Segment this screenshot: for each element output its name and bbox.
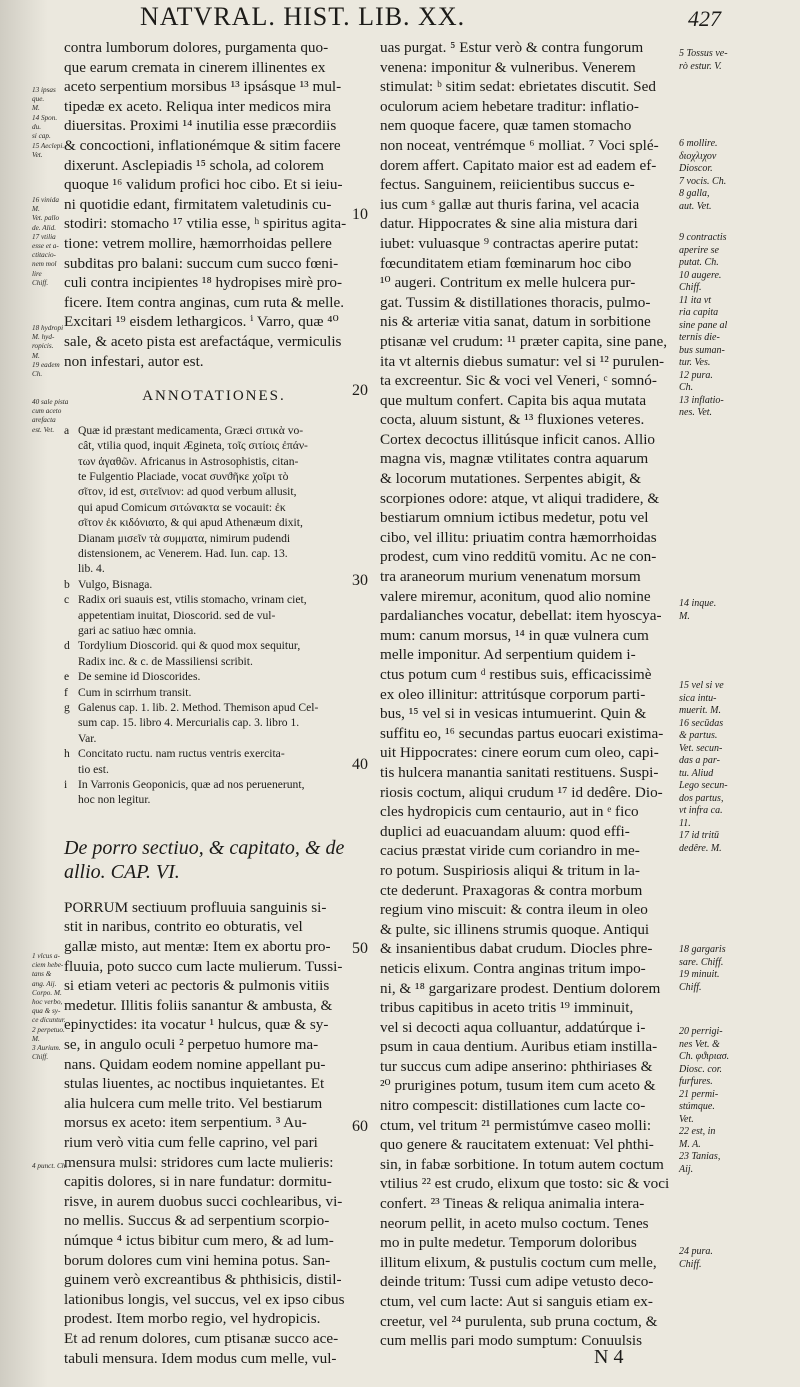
- annotation-h: [64, 746, 364, 761]
- signature-mark: N 4: [594, 1346, 624, 1368]
- annotation-line: [64, 561, 364, 576]
- annotations-heading: ANNOTATIONES.: [142, 388, 286, 405]
- text-line: suffitu eo, ¹⁶ secundas partus euocari existima-: [380, 724, 664, 742]
- text-line: ficere. Item contra anginas, cum ruta & melle.: [64, 293, 345, 311]
- annotations-list: [64, 423, 364, 808]
- text-line: subditas pro balani: succum cum succo fœni-: [64, 254, 339, 272]
- text-line: non infestari, autor est.: [64, 352, 204, 370]
- text-line: sale, & aceto pista est arefactáque, vermiculis: [64, 332, 342, 350]
- annotation-text: Cum in scirrhum transit.: [78, 685, 192, 699]
- text-line: psum in caua dentium. Auribus etiam instilla-: [380, 1038, 658, 1056]
- line-number: 60: [352, 1118, 368, 1135]
- text-line: neorum pellit, in aceto mulso coctum. Tenes: [380, 1214, 649, 1232]
- text-line: cles hydropicis cum centaurio, aut in ᵉ fico: [380, 803, 639, 821]
- running-header: NATVRAL. HIST. LIB. XX.: [140, 2, 466, 31]
- annotation-text: των ἀγαθῶν. Africanus in Astrosophistis, citan-: [78, 454, 299, 468]
- text-line: tur succus cum adipe anserino: phthiriases &: [380, 1057, 653, 1075]
- annotation-text: sum cap. 15. libro 4. Mercurialis cap. 3. libro 1.: [78, 716, 300, 730]
- text-line: ptisanæ vel crudum: ¹¹ præter capita, sine pane,: [380, 332, 668, 350]
- annotation-text: gari ac satiuo hæc omnia.: [78, 623, 197, 637]
- text-line: nem quoque facere, quæ tamen stomacho: [380, 117, 632, 135]
- margin-note-left: 4 punct. Ch.: [32, 1162, 68, 1170]
- text-line: stodiri: stomacho ¹⁷ vtilia esse, ʰ spiritus agita-: [64, 215, 347, 233]
- annotation-i: [64, 777, 364, 792]
- page-number: 427: [688, 6, 721, 31]
- annotation-text: Radix ori suauis est, vtilis stomacho, vrinam ciet,: [78, 593, 307, 607]
- annotation-text: te Fulgentio Placiade, vocat συνϑῆκε χοῖρι τὸ: [78, 469, 289, 483]
- text-line: melle imponitur. Ad serpentium quidem i-: [380, 646, 636, 664]
- text-line: riosis coctum, aliqui crudum ¹⁷ id dedêre. Dio-: [380, 783, 663, 801]
- text-line: creetur, vel ²⁴ purulenta, sub pruna coctum, &: [380, 1312, 658, 1330]
- text-line: morsus ex aceto: item serpentium. ³ Au-: [64, 1114, 307, 1132]
- margin-note-left: 13 ipsas que. M.: [32, 86, 56, 113]
- margin-note-right: 6 mollire. διοχλιχον Dioscor. 7 vocis. Ch. 8 galla, aut. Vet.: [679, 138, 727, 212]
- chapter-title-line: allio. CAP. VI.: [64, 860, 180, 883]
- text-line: númque ⁴ ictus bibitur cum mero, & ad lum-: [64, 1231, 334, 1249]
- left-column: [64, 38, 364, 1368]
- text-line: contra lumborum dolores, purgamenta quo-: [64, 39, 329, 56]
- text-line: cibo, vel illitu: priuatim contra hæmorrhoidas: [380, 528, 657, 546]
- annotation-line: [64, 762, 364, 777]
- margin-note-left: 1 vlcus a- ciem hebe- tans & ang. Aij. Corpo. M. hoc verbo, qua & sy- ce dicuntur. 2 perpetuo. M. 3 Aurium. Chiff.: [32, 952, 66, 1062]
- text-line: venena: imponitur & vulneribus. Venerem: [380, 58, 636, 76]
- margin-note-left: 40 sale pista cum aceto arefacta est. Vet.: [32, 398, 69, 434]
- text-line: cum mellis pari modo sumptum: Conuulsis: [380, 1332, 642, 1350]
- annotation-line: [64, 531, 364, 546]
- annotation-text: distensionem, ac Venerem. Had. Iun. cap. 13.: [78, 546, 288, 560]
- text-line: no mellis. Succus & ad serpentium scorpio-: [64, 1212, 330, 1230]
- text-line: neticis elixum. Contra anginas tritum impo-: [380, 959, 646, 977]
- annotation-line: [64, 654, 364, 669]
- annotation-text: tio est.: [78, 762, 109, 776]
- text-line: gallæ misto, aut mentæ: Item ex abortu pro-: [64, 938, 331, 956]
- text-line: ni, & ¹⁸ gargarizare prodest. Dentium dolorem: [380, 979, 661, 997]
- text-line: tra araneorum murium venenatum morsum: [380, 568, 641, 586]
- annotation-key: e: [64, 670, 70, 684]
- annotation-key: i: [64, 778, 68, 792]
- text-line: mensura mulsi: stridores cum lacte mulieris:: [64, 1153, 334, 1171]
- text-line: datur. Hippocrates & sine alia mistura dari: [380, 215, 638, 233]
- text-line: fœcunditatem etiam fœminarum hoc cibo: [380, 254, 632, 272]
- text-line: tribus capitibus in aceto tritis ¹⁹ imminuit,: [380, 999, 634, 1017]
- text-line: vtilius ²² est crudo, elixum que tosto: sic & voci: [380, 1175, 670, 1193]
- annotation-line: [64, 484, 364, 499]
- text-line: oculorum aciem hebetare traditur: inflatio-: [380, 97, 639, 115]
- margin-note-right: 20 perrigi- nes Vet. & Ch. φϑιριασ. Diosc. cor. furfures. 21 permi- stúmque. Vet. 22 est, in M. A. 23 Tanias, Aij.: [679, 1026, 730, 1175]
- text-line: quoque ¹⁶ validum profici hoc cibo. Et si ieiu-: [64, 176, 343, 194]
- margin-note-left: 14 Spon. du. si cap. 15 Aeclepi. Vet.: [32, 114, 65, 159]
- annotation-text: σῖτον ἐκ κιδόνιατο, & qui apud Athenæum dixit,: [78, 516, 303, 530]
- chapter-title: [64, 836, 364, 884]
- margin-note-right: 24 pura. Chiff.: [679, 1246, 713, 1270]
- annotation-line: [64, 454, 364, 469]
- text-line: sin, in fabæ sorbitione. In totum autem coctum: [380, 1155, 664, 1173]
- margin-note-right: 9 contractis aperire se putat. Ch. 10 augere. Chiff. 11 ita vt ria capita sine pane al ternis die- bus suman- tur. Ves. 12 pura. Ch. 13 inflatio- nes. Vet.: [679, 232, 728, 418]
- annotation-text: Var.: [78, 731, 97, 745]
- text-line: cacius præstat viride cum coriandro in me-: [380, 842, 640, 860]
- text-line: non noceat, ventrémque ⁶ molliat. ⁷ Voci splé-: [380, 136, 659, 154]
- line-number: 30: [352, 572, 368, 589]
- text-line: & insanientibus dabat crudum. Diocles phre-: [380, 940, 653, 958]
- text-line: cte dederunt. Praxagoras & contra morbum: [380, 881, 643, 899]
- text-line: valere miremur, aconitum, quod alio nomine: [380, 587, 651, 605]
- annotation-line: [64, 715, 364, 730]
- text-line: vel si decocti aqua colluantur, addatúrque i-: [380, 1018, 646, 1036]
- margin-note-right: 18 gargaris sare. Chiff. 19 minuit. Chiff.: [679, 944, 726, 993]
- annotation-key: d: [64, 639, 70, 653]
- margin-note-left: 16 vinida M. Vet. pallo de. Alid. 17 vtilia esse et a- ctitacio- nem mol lire Chiff.: [32, 196, 60, 287]
- text-line: stimulat: ᵇ sitim sedat: ebrietates discutit. Sed: [380, 78, 656, 96]
- text-line: mum: canum morsus, ¹⁴ in quæ vulnera cum: [380, 626, 649, 644]
- text-line: deinde tritum: Tussi cum adipe vetusto deco-: [380, 1273, 654, 1291]
- annotation-line: [64, 546, 364, 561]
- annotation-line: [64, 731, 364, 746]
- annotation-text: Galenus cap. 1. lib. 2. Method. Themison apud Cel-: [78, 701, 319, 714]
- text-line: & pulte, sic illinens strumis quoque. Antiqui: [380, 920, 650, 938]
- annotation-text: Quæ id præstant medicamenta, Græci σιτικὰ vo-: [78, 423, 304, 437]
- line-number: 50: [352, 940, 368, 957]
- annotation-text: De semine id Dioscorides.: [78, 670, 201, 684]
- annotation-line: [64, 500, 364, 515]
- text-line: rium verò vitia cum felle caprino, vel pari: [64, 1133, 318, 1151]
- text-line: prodest, cum vino redditū vomitu. Ac ne con-: [380, 548, 657, 566]
- annotation-text: lib. 4.: [78, 562, 105, 576]
- text-line: tis hulcera manantia sanitati restituens. Suspi-: [380, 763, 659, 781]
- annotation-line: [64, 515, 364, 530]
- text-line: ita vt alternis diebus sumatur: vel si ¹² purulen-: [380, 352, 665, 370]
- annotation-text: Dianam μισεῖν τὰ συμματα, nimirum pudendi: [78, 531, 291, 545]
- text-line: Cortex decoctus illitúsque inficit canos. Allio: [380, 430, 656, 448]
- annotation-key: a: [64, 423, 70, 437]
- text-line: ²⁰ prurigines potum, tusum item cum aceto &: [380, 1077, 656, 1095]
- annotation-text: Radix inc. & c. de Massiliensi scribit.: [78, 654, 253, 668]
- text-line: risve, in aurem duobus succi cochlearibus, vi-: [64, 1192, 343, 1210]
- annotation-key: b: [64, 577, 70, 591]
- annotation-key: c: [64, 593, 70, 607]
- text-line: bestiarum omnium ictibus medetur, potu vel: [380, 509, 649, 527]
- annotation-e: [64, 669, 364, 684]
- text-line: aceto serpentium morsibus ¹³ ipsásque ¹³ mul-: [64, 78, 342, 96]
- text-line: ni quotidie edant, firmitatem valetudinis cu-: [64, 195, 332, 213]
- right-column: [380, 38, 676, 1351]
- text-line: alia hulcera cum melle trito. Vel bestiarum: [64, 1094, 323, 1112]
- text-line: dorem affert. Capitato maior est ad eadem ef-: [380, 156, 657, 174]
- text-line: stulas liuentes, ac noctibus inquietantes. Et: [64, 1075, 325, 1093]
- annotation-f: [64, 685, 364, 700]
- line-number: 10: [352, 206, 368, 223]
- annotation-b: [64, 577, 364, 592]
- annotation-key: f: [64, 685, 68, 699]
- text-line: & concoctioni, inflationémque & sitim facere: [64, 136, 341, 154]
- text-line: PORRUM sectiuum profluuia sanguinis si-: [64, 898, 327, 916]
- text-line: si etiam veteri ac pectoris & pulmonis vitiis: [64, 977, 330, 995]
- annotation-text: hoc non legitur.: [78, 793, 151, 807]
- text-line: tabuli mensura. Idem modus cum melle, vul-: [64, 1349, 337, 1367]
- text-line: mo in pulte medetur. Temporum doloribus: [380, 1234, 637, 1252]
- text-line: gat. Tussim & distillationes thoracis, pulmo-: [380, 293, 651, 311]
- text-line: se, in angulo oculi ² perpetuo humore ma-: [64, 1036, 319, 1053]
- text-line: ta excreentur. Sic & voci vel Veneri, ᶜ somnó-: [380, 372, 657, 390]
- line-number: 20: [352, 382, 368, 399]
- text-line: nans. Quidam eodem nomine appellant pu-: [64, 1055, 326, 1073]
- text-line: ctum, vel tritum ²¹ permistúmve caseo molli:: [380, 1116, 652, 1134]
- text-line: uas purgat. ⁵ Estur verò & contra fungorum: [380, 39, 644, 56]
- text-line: ius cum ˢ gallæ aut thuris farina, vel acacia: [380, 195, 640, 213]
- text-line: Excitari ¹⁹ eisdem lethargicos. ⁱ Varro, quæ ⁴⁰: [64, 313, 339, 331]
- annotation-text: Concitato ructu. nam ructus ventris exercita-: [78, 747, 285, 761]
- text-line: illitum elixum, & pustulis coctum cum melle,: [380, 1253, 657, 1271]
- text-line: ctum, vel cum lacte: Aut si sanguis etiam ex-: [380, 1293, 653, 1310]
- text-line: fluuia, poto succo cum lacte mulierum. Tussi-: [64, 957, 343, 975]
- annotation-a: [64, 423, 364, 438]
- chapter-text-block: [64, 898, 364, 1368]
- annotation-g: [64, 700, 364, 715]
- text-line: duplici ad euacuandam aluum: quod effi-: [380, 822, 630, 840]
- text-line: dixerunt. Asclepiadis ¹⁵ schola, ad colorem: [64, 156, 324, 174]
- text-line: prodest. Item morbo regio, vel hydropicis.: [64, 1310, 321, 1328]
- annotation-text: Tordylium Dioscorid. qui & quod mox sequitur,: [78, 639, 301, 653]
- chapter-title-line: De porro sectiuo, & capitato, & de: [64, 836, 345, 859]
- annotation-text: qui apud Comicum σιτώνακτα se vocauit: ἐκ: [78, 500, 286, 514]
- text-line: que multum confert. Capita bis aqua mutata: [380, 391, 647, 409]
- text-line: confert. ²³ Tineas & reliqua animalia interа-: [380, 1195, 645, 1213]
- annotation-line: [64, 608, 364, 623]
- text-line: medetur. Illitis foliis sanantur & ambusta, &: [64, 996, 333, 1014]
- text-line: nitro compescit: distillationes cum lacte co-: [380, 1097, 646, 1115]
- text-line: quo genere & raucitatem extenuat: Vel phthi-: [380, 1136, 654, 1154]
- text-line: uit Hippocrates: cinere eorum cum oleo, capi-: [380, 744, 659, 762]
- text-line: fectus. Sanguinem, reiicientibus succus e-: [380, 176, 635, 194]
- annotation-key: h: [64, 747, 70, 761]
- text-line: borum dolores cum vini hemina potus. San-: [64, 1251, 331, 1269]
- text-line: que earum cremata in cinerem illinentes ex: [64, 58, 326, 76]
- text-line: magna vis, magnæ vtilitates contra aquarum: [380, 450, 649, 468]
- annotation-line: [64, 623, 364, 638]
- text-line: ¹⁰ augeri. Contritum ex melle hulcera pur-: [380, 274, 636, 292]
- annotation-text: σῖτον, id est, σιτεῖνιον: ad quod verbum allusit,: [78, 485, 297, 499]
- margin-note-right: 15 vel si ve sica intu- muerit. M. 16 secūdas & partus. Vet. secun- das a par- tu. Aliud Lego secun- dos partus, vt infra ca. 11. 17 id tritū dedêre. M.: [679, 680, 728, 854]
- text-line: epinyctides: ita vocatur ¹ hulcus, quæ & sy-: [64, 1016, 329, 1034]
- margin-note-left: 18 hydropi M. hyd- ropicis. M. 19 eadem Ch.: [32, 324, 64, 379]
- text-line: regium vino miscuit: & contra ileum in oleo: [380, 901, 648, 919]
- text-line: ex oleo illinitur: attritúsque corporum parti-: [380, 685, 646, 703]
- text-line: tipedæ ex aceto. Reliqua inter medicos mira: [64, 97, 331, 115]
- annotation-text: In Varronis Geoponicis, quæ ad nos peruenerunt,: [78, 778, 305, 792]
- text-line: bus, ¹⁵ vel si in vesicas intumuerint. Quin &: [380, 705, 647, 723]
- annotation-line: [64, 438, 364, 453]
- margin-note-right: 5 Tossus ve- rò estur. V.: [679, 48, 728, 72]
- annotation-d: [64, 638, 364, 653]
- text-line: guinem verò excreantibus & phthisicis, distil-: [64, 1271, 342, 1289]
- annotation-c: [64, 592, 364, 607]
- text-line: Et ad renum dolores, cum ptisanæ succo ace-: [64, 1329, 339, 1347]
- left-text-block: [64, 38, 364, 371]
- margin-note-right: 14 inque. M.: [679, 598, 717, 622]
- text-line: diuersitas. Proximi ¹⁴ inutilia esse præcordiis: [64, 117, 337, 135]
- text-line: scorpiones odore: atque, vt aliqui tradidere, &: [380, 489, 660, 507]
- text-line: stit in naribus, contrito eo obturatis, vel: [64, 918, 303, 936]
- text-line: ctus potum cum ᵈ restibus suis, efficacissimè: [380, 666, 652, 683]
- annotation-text: Vulgo, Bisnaga.: [78, 577, 153, 591]
- annotation-line: [64, 469, 364, 484]
- annotation-text: appetentiam inuitat, Dioscorid. sed de vul-: [78, 608, 276, 622]
- text-line: ro potum. Suspiriosis aliqui & tritum in la-: [380, 861, 640, 879]
- annotation-text: cât, vtilia quod, inquit Ægineta, τοῖς σιτίοις ἐπάν-: [78, 439, 308, 453]
- text-line: pardalianches vocatur, debellat: item hyoscya-: [380, 607, 662, 625]
- annotation-key: g: [64, 701, 70, 714]
- text-line: cocta, aluum sistunt, & ¹³ fluxiones veteres.: [380, 411, 645, 429]
- text-line: capitis dolores, si in nare fundatur: dormitu-: [64, 1173, 332, 1191]
- text-line: nis & arteriæ vitia sanat, datum in sorbitione: [380, 313, 651, 331]
- text-line: tione: vetrem mollire, hæmorrhoidas pellere: [64, 234, 332, 252]
- text-line: culi contra incipientes ¹⁸ hydropises mirè pro-: [64, 274, 343, 292]
- line-number: 40: [352, 756, 368, 773]
- text-line: iubet: vuluasque ⁹ contractas aperire putat:: [380, 234, 639, 252]
- text-line: lationibus longis, vel succus, vel ex ipso cibus: [64, 1290, 345, 1308]
- text-line: & locorum mutationes. Serpentes abigit, &: [380, 470, 642, 488]
- annotation-line: [64, 792, 364, 807]
